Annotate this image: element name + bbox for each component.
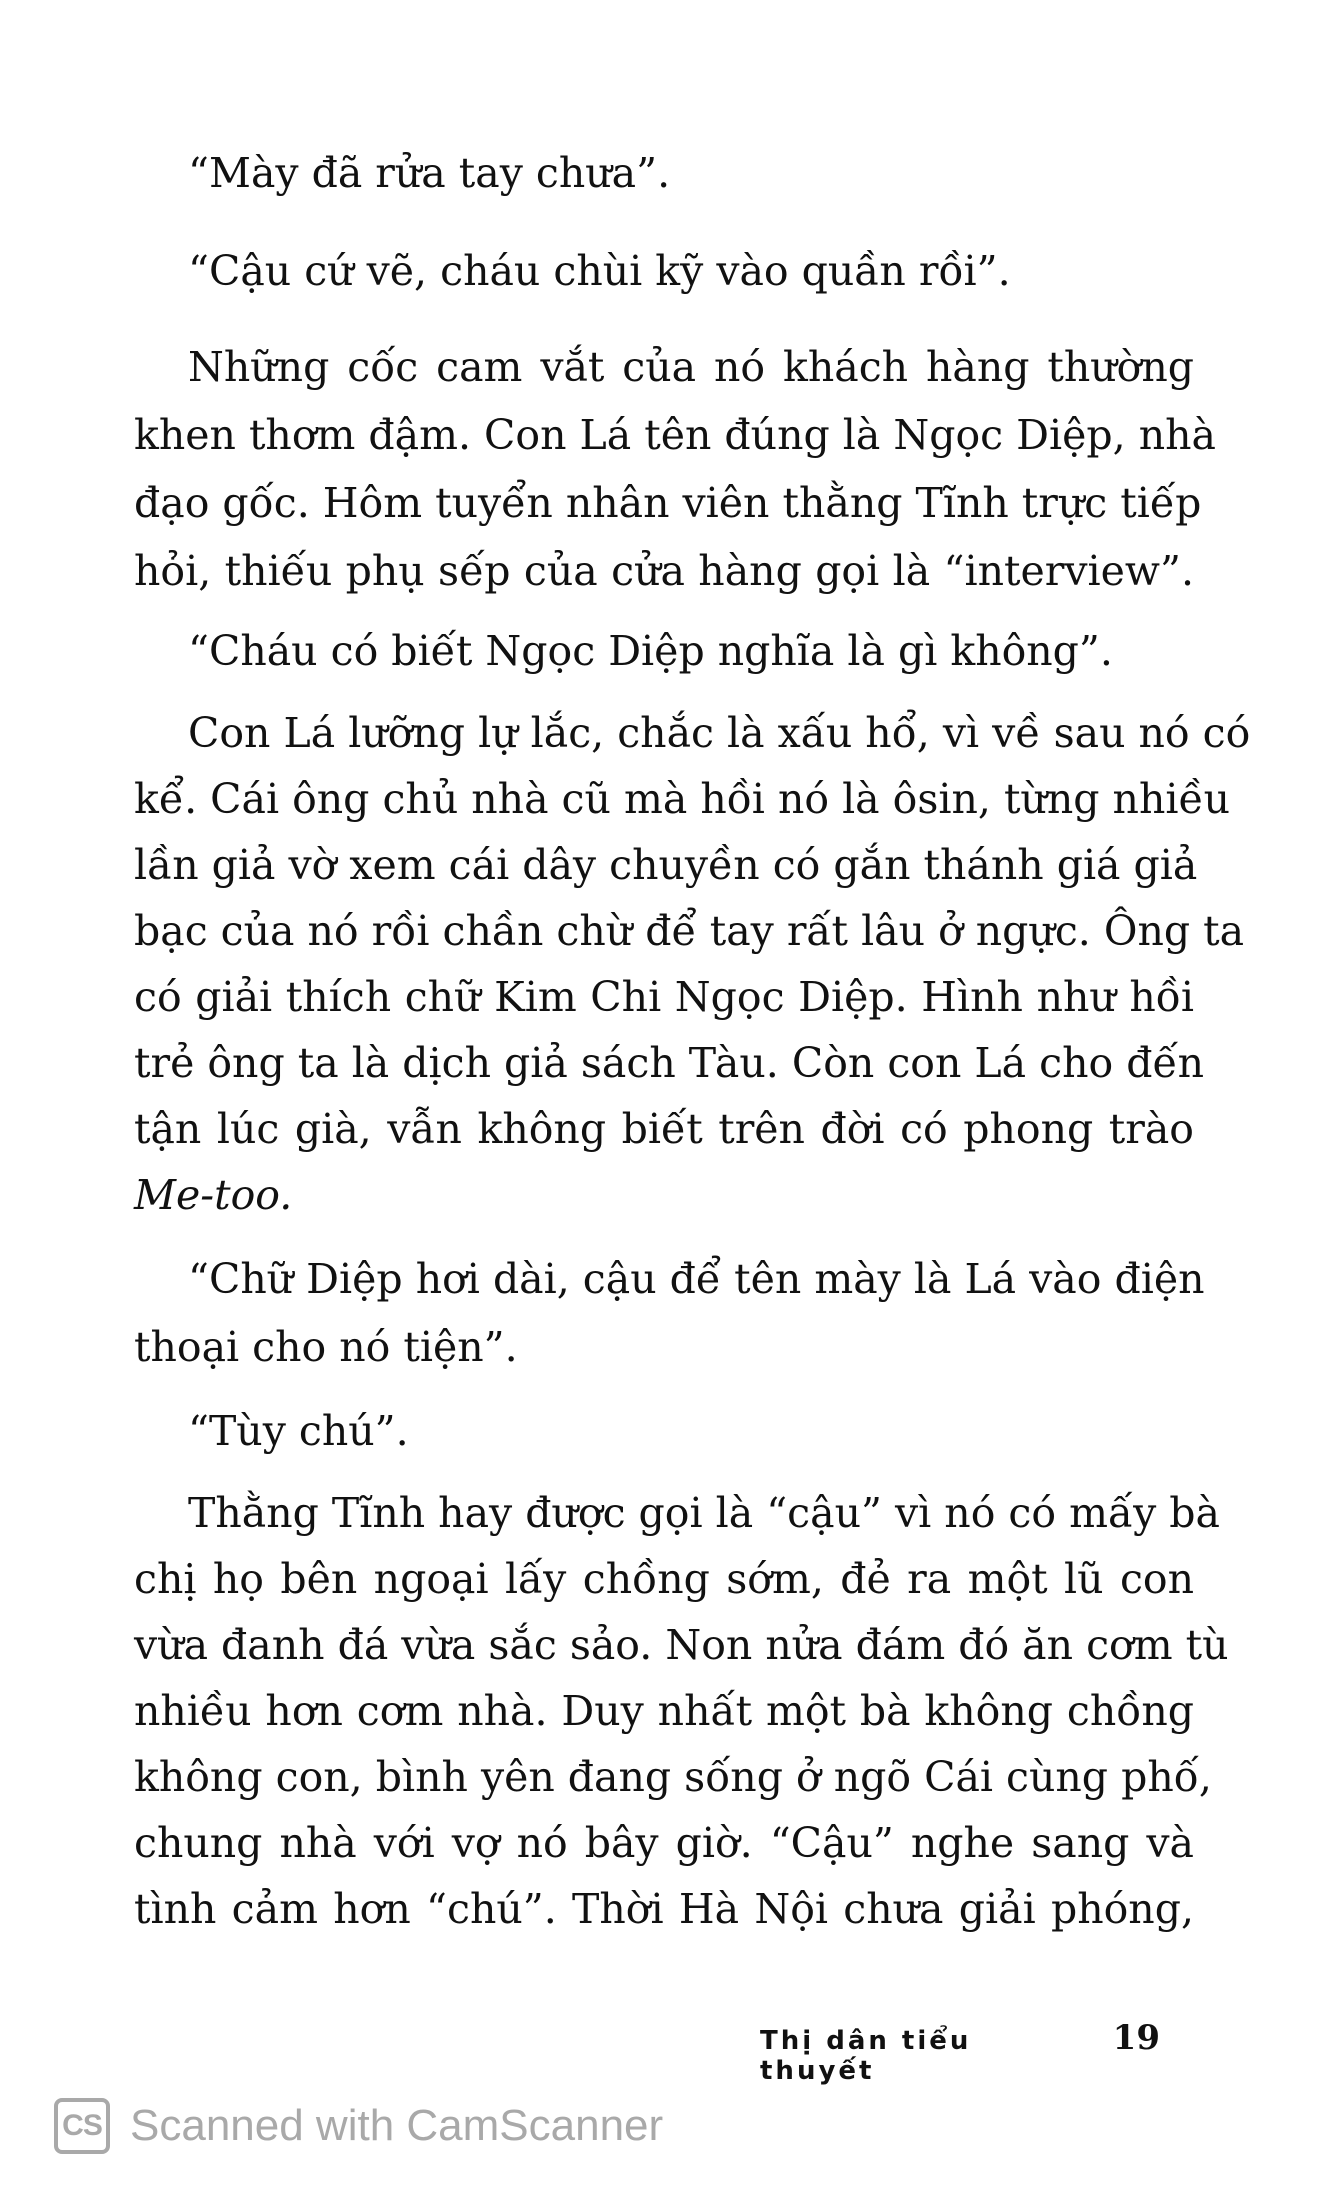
text-line: “Chữ Diệp hơi dài, cậu để tên mày là Lá vào điện: [188, 1255, 1205, 1303]
scanner-watermark: [54, 2094, 663, 2158]
text-line: không con, bình yên đang sống ở ngõ Cái cùng phố,: [134, 1753, 1212, 1801]
text-line: “Cháu có biết Ngọc Diệp nghĩa là gì không”.: [188, 627, 1113, 675]
text-line: có giải thích chữ Kim Chi Ngọc Diệp. Hình như hồi: [134, 973, 1194, 1021]
text-line: tình cảm hơn “chú”. Thời Hà Nội chưa giải phóng,: [134, 1885, 1194, 1933]
text-line: “Cậu cứ vẽ, cháu chùi kỹ vào quần rồi”.: [188, 247, 1011, 295]
text-line: chị họ bên ngoại lấy chồng sớm, đẻ ra một lũ con: [134, 1555, 1194, 1603]
text-line: trẻ ông ta là dịch giả sách Tàu. Còn con Lá cho đến: [134, 1039, 1205, 1087]
text-line: “Mày đã rửa tay chưa”.: [188, 149, 671, 197]
text-line: kể. Cái ông chủ nhà cũ mà hồi nó là ôsin, từng nhiều: [134, 775, 1231, 823]
text-line: lần giả vờ xem cái dây chuyền có gắn thánh giá giả: [134, 841, 1198, 889]
text-line: bạc của nó rồi chần chừ để tay rất lâu ở ngực. Ông ta: [134, 907, 1245, 955]
page-number: 19: [1112, 2018, 1160, 2058]
running-title: Thị dân tiểu thuyết: [760, 2026, 972, 2086]
text-line: khen thơm đậm. Con Lá tên đúng là Ngọc Diệp, nhà: [134, 411, 1216, 459]
text-line: nhiều hơn cơm nhà. Duy nhất một bà không chồng: [134, 1687, 1194, 1735]
text-line: Những cốc cam vắt của nó khách hàng thường: [188, 343, 1194, 391]
text-line: chung nhà với vợ nó bây giờ. “Cậu” nghe sang và: [134, 1819, 1194, 1867]
camscanner-logo-icon: CS: [54, 2098, 110, 2154]
text-line: “Tùy chú”.: [188, 1407, 409, 1455]
watermark-text: Scanned with CamScanner: [130, 2101, 664, 2150]
text-line-italic: Me-too.: [134, 1171, 293, 1219]
text-line: Con Lá lưỡng lự lắc, chắc là xấu hổ, vì về sau nó có: [188, 709, 1251, 757]
page-footer: [760, 2018, 1160, 2086]
text-line: vừa đanh đá vừa sắc sảo. Non nửa đám đó ăn cơm tù: [134, 1621, 1229, 1669]
text-line: thoại cho nó tiện”.: [134, 1323, 518, 1371]
text-line: đạo gốc. Hôm tuyển nhân viên thằng Tĩnh trực tiếp: [134, 479, 1202, 527]
text-line: tận lúc già, vẫn không biết trên đời có phong trào: [134, 1105, 1194, 1153]
text-line: hỏi, thiếu phụ sếp của cửa hàng gọi là “interview”.: [134, 547, 1194, 595]
text-line: Thằng Tĩnh hay được gọi là “cậu” vì nó có mấy bà: [188, 1489, 1220, 1537]
